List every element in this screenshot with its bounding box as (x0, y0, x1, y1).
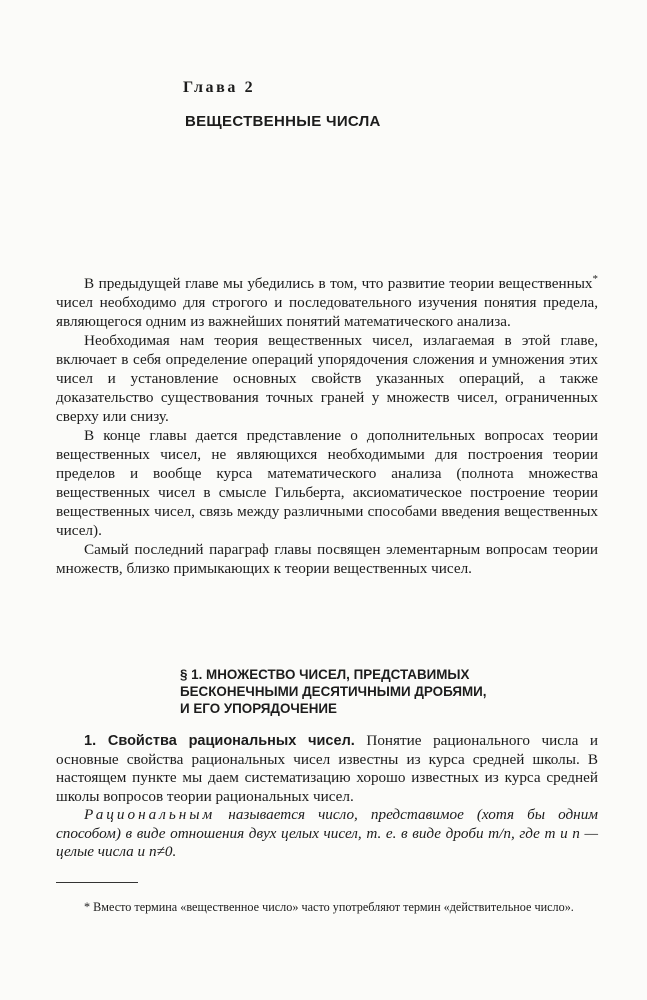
intro-paragraph-2: Необходимая нам теория вещественных чисел, излагаемая в этой главе, включает в себя определение операций упорядочения сложения и умножения этих чисел и установление основных свойств указанных операций, а также доказательство существования точных граней у множеств чисел, ограниченных сверху или снизу. (56, 332, 598, 426)
section-heading (180, 666, 580, 717)
intro-text (56, 270, 598, 578)
subsection-heading: 1. Свойства рациональных чисел. (84, 733, 355, 749)
footnote: * Вместо термина «вещественное число» часто употребляют термин «действительное число». (84, 900, 574, 914)
chapter-title: ВЕЩЕСТВЕННЫЕ ЧИСЛА (185, 113, 381, 130)
footnote-divider (56, 882, 138, 883)
intro-paragraph-3: В конце главы дается представление о дополнительных вопросах теории вещественных чисел, не являющихся необходимыми для построения теории пределов и вообще курса математического анализа (полнота множества вещественных чисел в смысле Гильберта, аксиоматическое построение теории вещественных чисел, связь между различными способами введения вещественных чисел). (56, 427, 598, 540)
footnote-marker: * (592, 273, 598, 285)
section-heading-line-3: И ЕГО УПОРЯДОЧЕНИЕ (180, 701, 337, 716)
section-heading-line-2: БЕСКОНЕЧНЫМИ ДЕСЯТИЧНЫМИ ДРОБЯМИ, (180, 684, 487, 699)
section-heading-line-1: § 1. МНОЖЕСТВО ЧИСЕЛ, ПРЕДСТАВИМЫХ (180, 667, 470, 682)
section-body (56, 732, 598, 862)
subsection-paragraph: 1. Свойства рациональных чисел. Понятие рационального числа и основные свойства рациональных чисел известны из курса средней школы. В настоящем пункте мы даем систематизацию хорошо известных из курса средней школы вопросов теории рациональных чисел. (56, 732, 598, 805)
intro-paragraph-1: В предыдущей главе мы убедились в том, что развитие теории вещественных* чисел необходимо для строгого и последовательного изучения понятия предела, являющегося одним из важнейших понятий математического анализа. (56, 273, 598, 331)
intro-paragraph-4: Самый последний параграф главы посвящен элементарным вопросам теории множеств, близко примыкающих к теории вещественных чисел. (56, 541, 598, 578)
definition-term: Рациональным (84, 806, 216, 823)
definition-paragraph: Рациональным называется число, представимое (хотя бы одним способом) в виде отношения двух целых чисел, т. е. в виде дроби m/n, где m и n — целые числа и n≠0. (56, 806, 598, 860)
chapter-label: Глава 2 (183, 79, 256, 96)
